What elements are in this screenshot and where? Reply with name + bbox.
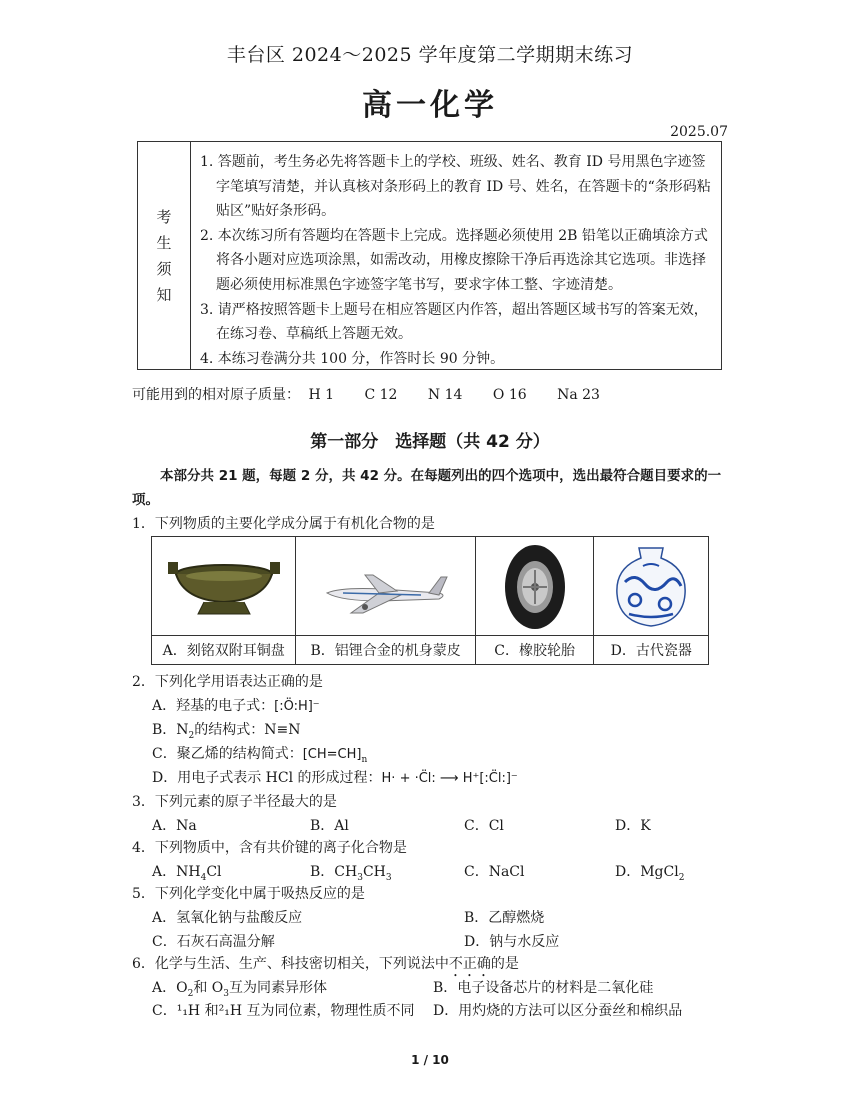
q6-stem-after: 的是 bbox=[490, 956, 519, 972]
q2-b-rest: 的结构式：N≡N bbox=[194, 722, 301, 738]
q2-stem: 2．下列化学用语表达正确的是 bbox=[132, 674, 323, 690]
q2-option-d bbox=[152, 767, 518, 787]
q5-option-d: D．钠与水反应 bbox=[464, 934, 560, 950]
q6-a-3: 互为同素异形体 bbox=[229, 980, 327, 996]
q5-option-c: C．石灰石高温分解 bbox=[152, 934, 275, 950]
atomic-masses-label: 可能用到的相对原子质量： bbox=[132, 387, 300, 403]
rubber-tire-image bbox=[476, 537, 594, 637]
q1-stem: 1．下列物质的主要化学成分属于有机化合物的是 bbox=[132, 516, 435, 532]
q4-b-sub1: 3 bbox=[357, 872, 363, 883]
q6-stem bbox=[132, 953, 519, 980]
q6-option-a bbox=[152, 977, 327, 999]
q6-a-sub1: 2 bbox=[187, 988, 194, 999]
q4-option-b bbox=[310, 861, 392, 883]
airplane-image bbox=[296, 537, 474, 637]
q6-option-d: D．用灼烧的方法可以区分蚕丝和棉织品 bbox=[433, 1003, 683, 1019]
q1-cell-c bbox=[476, 537, 595, 664]
q2-c-label: C．聚乙烯的结构简式： bbox=[152, 746, 303, 762]
q4-option-c: C．NaCl bbox=[464, 864, 525, 880]
q2-option-b bbox=[152, 719, 301, 741]
q6-a-2: 和 O bbox=[193, 980, 224, 996]
notice-label bbox=[138, 142, 191, 369]
q4-d-text: D．MgCl bbox=[615, 864, 679, 880]
q2-option-a bbox=[152, 695, 320, 715]
bronze-plate-image bbox=[152, 537, 295, 637]
q1-option-d: D．古代瓷器 bbox=[594, 635, 708, 664]
q4-option-a bbox=[152, 861, 222, 883]
q1-option-c: C．橡胶轮胎 bbox=[476, 635, 594, 664]
exam-date: 2025.07 bbox=[670, 124, 728, 140]
q4-b-sub2: 3 bbox=[385, 872, 392, 883]
notice-item: 2. 本次练习所有答题均在答题卡上完成。选择题必须使用 2B 铅笔以正确填涂方式将各小题对应选项涂黑，如需改动，用橡皮擦除干净后再选涂其它选项。非选择题必须使用标准黑色字迹签字笔书写，要求字体工整、字迹清楚。 bbox=[200, 227, 708, 293]
q4-b-mid: CH bbox=[362, 864, 386, 880]
q6-option-b: B．电子设备芯片的材料是二氧化硅 bbox=[433, 980, 654, 996]
q2-d-label: D．用电子式表示 HCl 的形成过程： bbox=[152, 770, 382, 786]
atomic-mass: N 14 bbox=[427, 387, 463, 403]
q6-a-sub2: 3 bbox=[223, 988, 229, 999]
q4-d-sub: 2 bbox=[678, 872, 685, 883]
q1-option-b: B．铝锂合金的机身蒙皮 bbox=[296, 635, 474, 664]
q3-option-d: D．K bbox=[615, 818, 651, 834]
q4-a-text: A．NH bbox=[152, 864, 201, 880]
q1-cell-b bbox=[296, 537, 475, 664]
part1-intro: 本部分共 21 题，每题 2 分，共 42 分。在每题列出的四个选项中，选出最符合题目要求的一项。 bbox=[132, 468, 722, 508]
porcelain-vase-image bbox=[594, 537, 708, 637]
q5-stem: 5．下列化学变化中属于吸热反应的是 bbox=[132, 886, 365, 902]
atomic-mass: C 12 bbox=[364, 387, 398, 403]
q3-option-c: C．Cl bbox=[464, 818, 504, 834]
atomic-mass: H 1 bbox=[308, 387, 335, 403]
q2-c-formula: [CH=CH] bbox=[302, 747, 362, 762]
q4-stem: 4．下列物质中，含有共价键的离子化合物是 bbox=[132, 840, 407, 856]
q2-a-formula: [:Ö:H]⁻ bbox=[274, 699, 320, 714]
q4-a-rest: Cl bbox=[206, 864, 222, 880]
q6-stem-emphasis: 不正确 bbox=[448, 956, 491, 972]
q6-option-c: C．¹₁H 和²₁H 互为同位素，物理性质不同 bbox=[152, 1003, 415, 1019]
notice-items bbox=[200, 150, 715, 371]
q6-a-1: A．O bbox=[152, 980, 188, 996]
notice-item: 3. 请严格按照答题卡上题号在相应答题区内作答，超出答题区域书写的答案无效，在练习卷、草稿纸上答题无效。 bbox=[200, 301, 708, 343]
atomic-mass: O 16 bbox=[492, 387, 527, 403]
q5-option-a: A．氢氧化钠与盐酸反应 bbox=[152, 910, 303, 926]
q3-stem: 3．下列元素的原子半径最大的是 bbox=[132, 794, 337, 810]
notice-label-char: 须 bbox=[156, 259, 172, 278]
atomic-masses-line bbox=[132, 384, 626, 404]
q4-b-text: B．CH bbox=[310, 864, 358, 880]
q2-a-label: A．羟基的电子式： bbox=[152, 698, 275, 714]
q2-c-n: n bbox=[361, 754, 368, 765]
notice-label-char: 考 bbox=[156, 207, 172, 226]
q2-b-sub: 2 bbox=[188, 730, 195, 741]
exam-title: 高一化学 bbox=[362, 88, 498, 123]
notice-item: 4. 本练习卷满分共 100 分，作答时长 90 分钟。 bbox=[200, 350, 505, 367]
notice-label-char: 知 bbox=[156, 285, 172, 304]
q3-option-a: A．Na bbox=[152, 818, 197, 834]
q2-d-formula: H· + ·C̈l: ⟶ H⁺[:C̈l:]⁻ bbox=[381, 771, 518, 786]
candidate-notice-box bbox=[137, 141, 722, 370]
notice-label-char: 生 bbox=[156, 233, 172, 252]
q2-b-label: B．N bbox=[152, 722, 189, 738]
q1-cell-a bbox=[152, 537, 296, 664]
q2-option-c bbox=[152, 743, 367, 765]
page-number: 1 / 10 bbox=[411, 1053, 449, 1067]
notice-item: 1. 答题前，考生务必先将答题卡上的学校、班级、姓名、教育 ID 号用黑色字迹签字笔填写清楚，并认真核对条形码上的教育 ID 号、姓名，在答题卡的“条形码粘贴区”贴好条形码。 bbox=[200, 154, 711, 220]
q1-image-table bbox=[151, 536, 709, 665]
q5-option-b: B．乙醇燃烧 bbox=[464, 910, 545, 926]
q6-stem-before: 6．化学与生活、生产、科技密切相关，下列说法中 bbox=[132, 956, 449, 972]
exam-subtitle: 丰台区 2024～2025 学年度第二学期期末练习 bbox=[226, 44, 634, 66]
q3-option-b: B．Al bbox=[310, 818, 349, 834]
q1-option-a: A．刻铭双附耳铜盘 bbox=[152, 635, 295, 664]
part1-title: 第一部分 选择题（共 42 分） bbox=[310, 432, 550, 452]
q4-option-d bbox=[615, 861, 684, 883]
q4-a-sub: 4 bbox=[200, 872, 207, 883]
atomic-mass: Na 23 bbox=[557, 387, 600, 403]
q1-cell-d bbox=[594, 537, 708, 664]
